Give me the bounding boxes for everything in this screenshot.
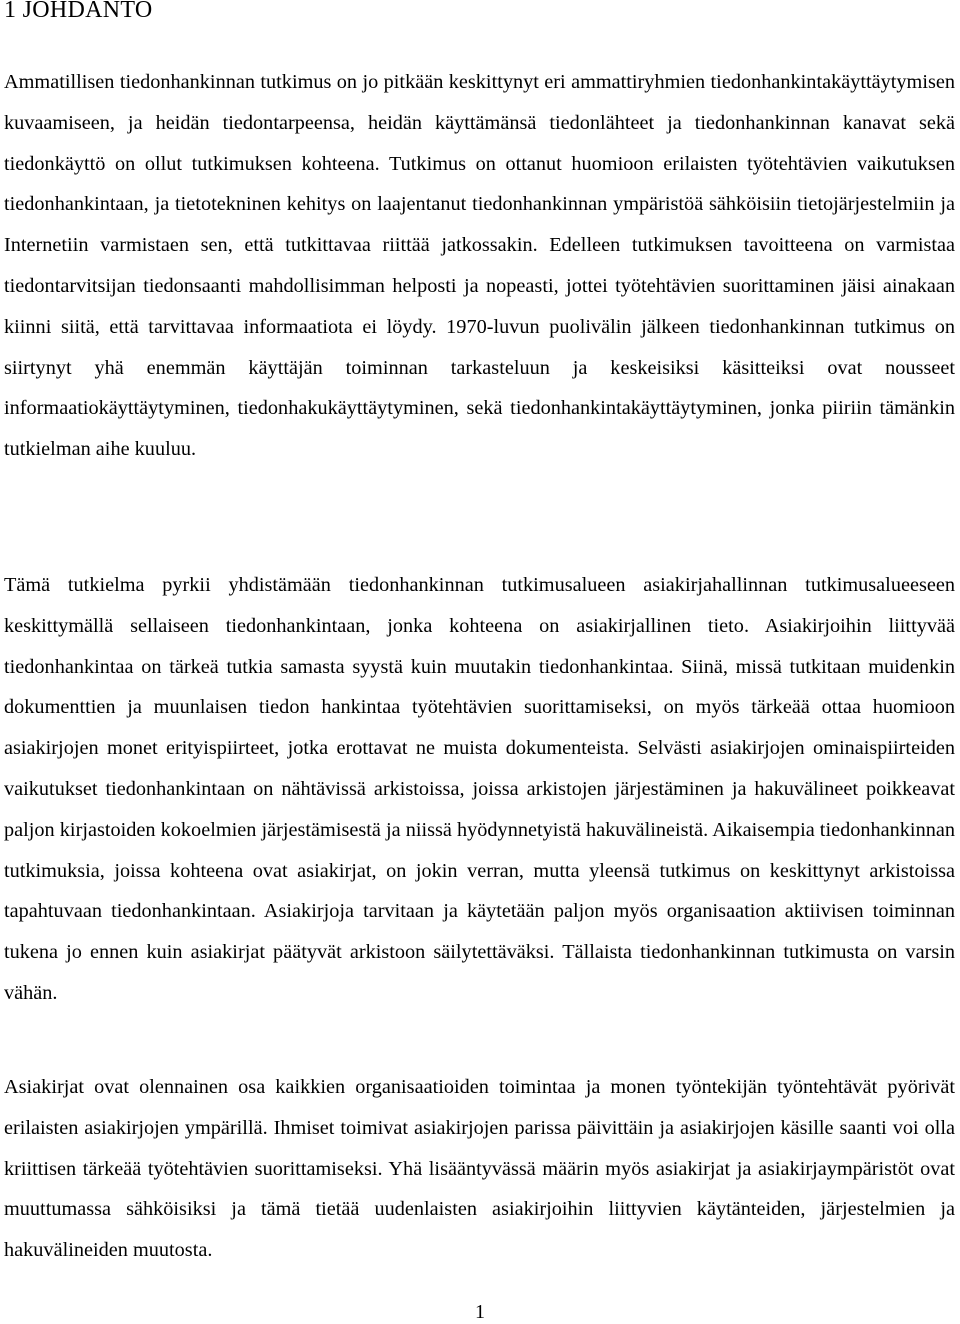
document-page: [4, 0, 956, 1324]
chapter-heading: 1 JOHDANTO: [4, 0, 153, 23]
body-paragraph-3: Asiakirjat ovat olennainen osa kaikkien organisaatioiden toimintaa ja monen työntekijän työntehtävät pyörivät erilaisten asiakirjojen ympärillä. Ihmiset toimivat asiakirjojen parissa päivittäin ja asiakirjojen käsille saanti voi olla kriittisen tärkeää työtehtävien suorittamiseksi. Yhä lisääntyvässä määrin myös asiakirjat ja asiakirjaympäristöt ovat muuttumassa sähköisiksi ja tämä tietää uudenlaisten asiakirjoihin liittyvien käytänteiden, järjestelmien ja hakuvälineiden muutosta.: [4, 1076, 955, 1262]
page-number: 1: [475, 1301, 485, 1323]
body-paragraph-1: Ammatillisen tiedonhankinnan tutkimus on jo pitkään keskittynyt eri ammattiryhmien tiedonhankintakäyttäytymisen kuvaamiseen, ja heidän tiedontarpeensa, heidän käyttämänsä tiedonlähteet ja tiedonhankinnan kanavat sekä tiedonkäyttö on ollut tutkimuksen kohteena. Tutkimus on ottanut huomioon erilaisten työtehtävien vaikutuksen tiedonhankintaan, ja tietotekninen kehitys on laajentanut tiedonhankinnan ympäristöä sähköisiin tietojärjestelmiin ja Internetiin varmistaen sen, että tutkittavaa riittää jatkossakin. Edelleen tutkimuksen tavoitteena on varmistaa tiedontarvitsijan tiedonsaanti mahdollisimman helposti ja nopeasti, jottei työtehtävien suorittaminen jäisi ainakaan kiinni siitä, että tarvittavaa informaatiota ei löydy. 1970-luvun puolivälin jälkeen tiedonhankinnan tutkimus on siirtynyt yhä enemmän käyttäjän toiminnan tarkasteluun ja keskeisiksi käsitteiksi ovat nousseet informaatiokäyttäytyminen, tiedonhakukäyttäytyminen, sekä tiedonhankintakäyttäytyminen, jonka piiriin tämänkin tutkielman aihe kuuluu.: [4, 71, 955, 461]
body-paragraph-2: Tämä tutkielma pyrkii yhdistämään tiedonhankinnan tutkimusalueen asiakirjahallinnan tutkimusalueeseen keskittymällä sellaiseen tiedonhankintaan, jonka kohteena on asiakirjallinen tieto. Asiakirjoihin liittyvää tiedonhankintaa on tärkeä tutkia samasta syystä kuin muutakin tiedonhankintaa. Siinä, missä tutkitaan muidenkin dokumenttien ja muunlaisen tiedon hankintaa työtehtävien suorittamiseksi, on myös tärkeää ottaa huomioon asiakirjojen monet erityispiirteet, jotka erottavat ne muista dokumenteista. Selvästi asiakirjojen ominaispiirteiden vaikutukset tiedonhankintaan on nähtävissä arkistoissa, joissa arkistojen järjestäminen ja hakuvälineet poikkeavat paljon kirjastoiden kokoelmien järjestämisestä ja niissä hyödynnetyistä hakuvälineistä. Aikaisempia tiedonhankinnan tutkimuksia, joissa kohteena ovat asiakirjat, on jokin verran, mutta yleensä tutkimus on keskittynyt arkistoissa tapahtuvaan tiedonhankintaan. Asiakirjoja tarvitaan ja käytetään paljon myös organisaation aktiivisen toiminnan tukena jo ennen kuin asiakirjat päätyvät arkistoon säilytettäväksi. Tällaista tiedonhankinnan tutkimusta on varsin vähän.: [4, 574, 955, 1004]
